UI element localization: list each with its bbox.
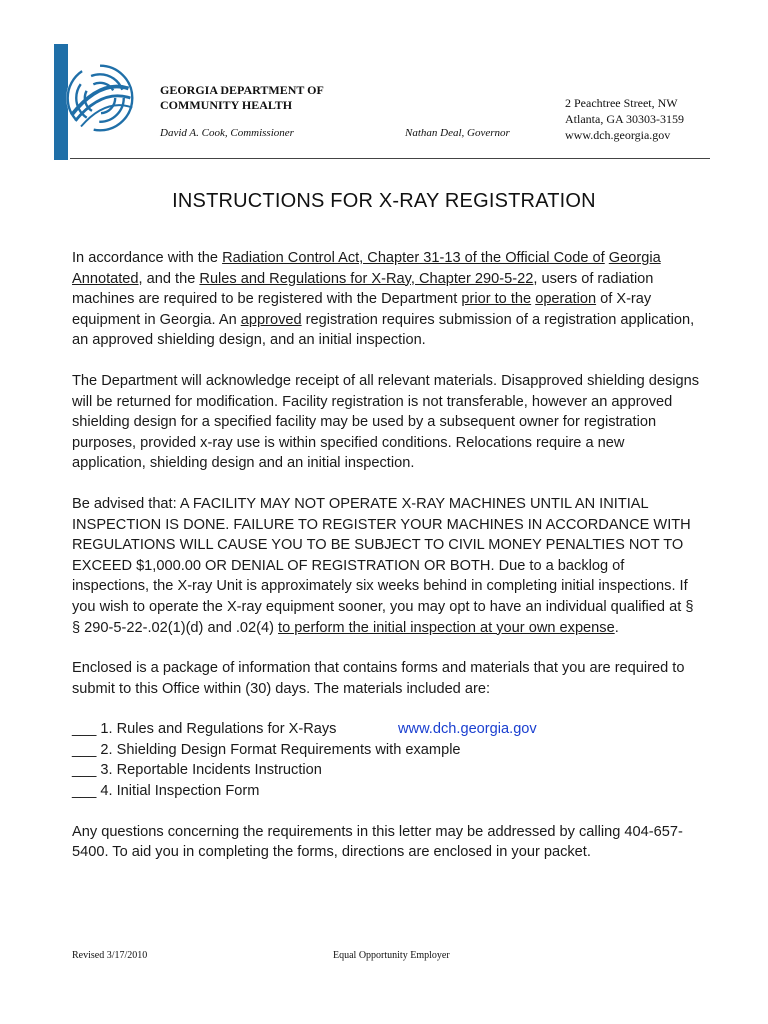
page-title: INSTRUCTIONS FOR X-RAY REGISTRATION bbox=[172, 190, 596, 212]
checklist-item bbox=[72, 760, 702, 781]
checklist-item bbox=[72, 740, 702, 761]
text: In accordance with the bbox=[72, 250, 223, 266]
paragraph-enclosed-package: Enclosed is a package of information that contains forms and materials that you are required to submit to this Office within (30) days. The materials included are: bbox=[72, 660, 685, 697]
checklist-item bbox=[72, 719, 702, 740]
checklist-item bbox=[72, 781, 702, 802]
text: Be advised that: A FACILITY MAY NOT OPERATE X-RAY MACHINES UNTIL AN INITIAL INSPECTION IS DONE. FAILURE TO REGISTER YOUR MACHINES IN ACCORDANCE WITH REGULATIONS WILL CAUSE YOU TO BE SUBJECT TO CIVIL MONEY PENALTIES NOT TO EXCEED $1,000.00 OR DENIAL OF REGISTRATION OR BOTH. Due to a backlog of inspections, the X-ray Unit is approximately six weeks behind in completing initial inspections. If you wish to operate the X-ray equipment sooner, you may opt to have an individual qualified at § § 290-5-22-.02(1)(d) and .02(4) bbox=[72, 495, 694, 636]
header-website: www.dch.georgia.gov bbox=[565, 128, 671, 142]
paragraph-registration-requirement bbox=[72, 248, 702, 351]
dch-logo-icon bbox=[62, 60, 138, 136]
revision-date: Revised 3/17/2010 bbox=[72, 950, 148, 961]
checklist-item-label: ___ 1. Rules and Regulations for X-Rays bbox=[72, 721, 337, 738]
underlined-text: Rules and Regulations for X-Ray, Chapter 290-5-22 bbox=[199, 270, 534, 287]
text: , and the bbox=[138, 270, 200, 287]
checklist-item-label: ___ 3. Reportable Incidents Instruction bbox=[72, 762, 322, 779]
text: of X-ray equipment in Georgia. An bbox=[72, 291, 652, 328]
checklist-item-label: ___ 2. Shielding Design Format Requirements with example bbox=[72, 741, 461, 758]
paragraph-contact: Any questions concerning the requirements in this letter may be addressed by calling 404-657-5400. To aid you in completing the forms, directions are enclosed in your packet. bbox=[72, 823, 683, 861]
address-line-2: Atlanta, GA 30303-3159 bbox=[565, 112, 684, 126]
org-line-2: COMMUNITY HEALTH bbox=[160, 98, 293, 112]
underlined-text: approved bbox=[240, 311, 302, 328]
underlined-text: to perform the initial inspection at your own expense bbox=[278, 619, 615, 636]
header-divider bbox=[70, 158, 710, 159]
text: . bbox=[614, 619, 619, 636]
rules-website-link[interactable]: www.dch.georgia.gov bbox=[398, 721, 537, 738]
paragraph-acknowledgement: The Department will acknowledge receipt of all relevant materials. Disapproved shielding designs will be returned for modification. Facility registration is not transferable, however an approved shielding design for a specified facility may be used by a subsequent owner for registration purposes, provided x-ray use is within specified conditions. Relocations require a new application, shielding design and an initial inspection. bbox=[72, 372, 700, 472]
paragraph-warning bbox=[72, 494, 702, 638]
underlined-text: Georgia Annotated bbox=[72, 250, 661, 287]
underlined-text: Radiation Control Act, Chapter 31-13 of the Official Code of bbox=[222, 250, 605, 266]
underlined-text: operation bbox=[535, 291, 597, 308]
letter-body bbox=[72, 248, 702, 883]
address-line-1: 2 Peachtree Street, NW bbox=[565, 96, 678, 110]
org-line-1: GEORGIA DEPARTMENT OF bbox=[160, 83, 324, 97]
governor-name: Nathan Deal, Governor bbox=[405, 127, 510, 139]
organization-name bbox=[160, 83, 324, 113]
materials-checklist bbox=[72, 719, 702, 801]
checklist-item-label: ___ 4. Initial Inspection Form bbox=[72, 783, 260, 800]
commissioner-name: David A. Cook, Commissioner bbox=[160, 127, 294, 139]
underlined-text: prior to the bbox=[461, 291, 532, 308]
equal-opportunity-notice: Equal Opportunity Employer bbox=[333, 950, 450, 961]
text: registration requires submission of a registration application, an approved shielding design, and an initial inspection. bbox=[72, 311, 695, 349]
text: , users of radiation machines are required to be registered with the Department bbox=[72, 270, 654, 308]
address-block bbox=[565, 95, 684, 143]
